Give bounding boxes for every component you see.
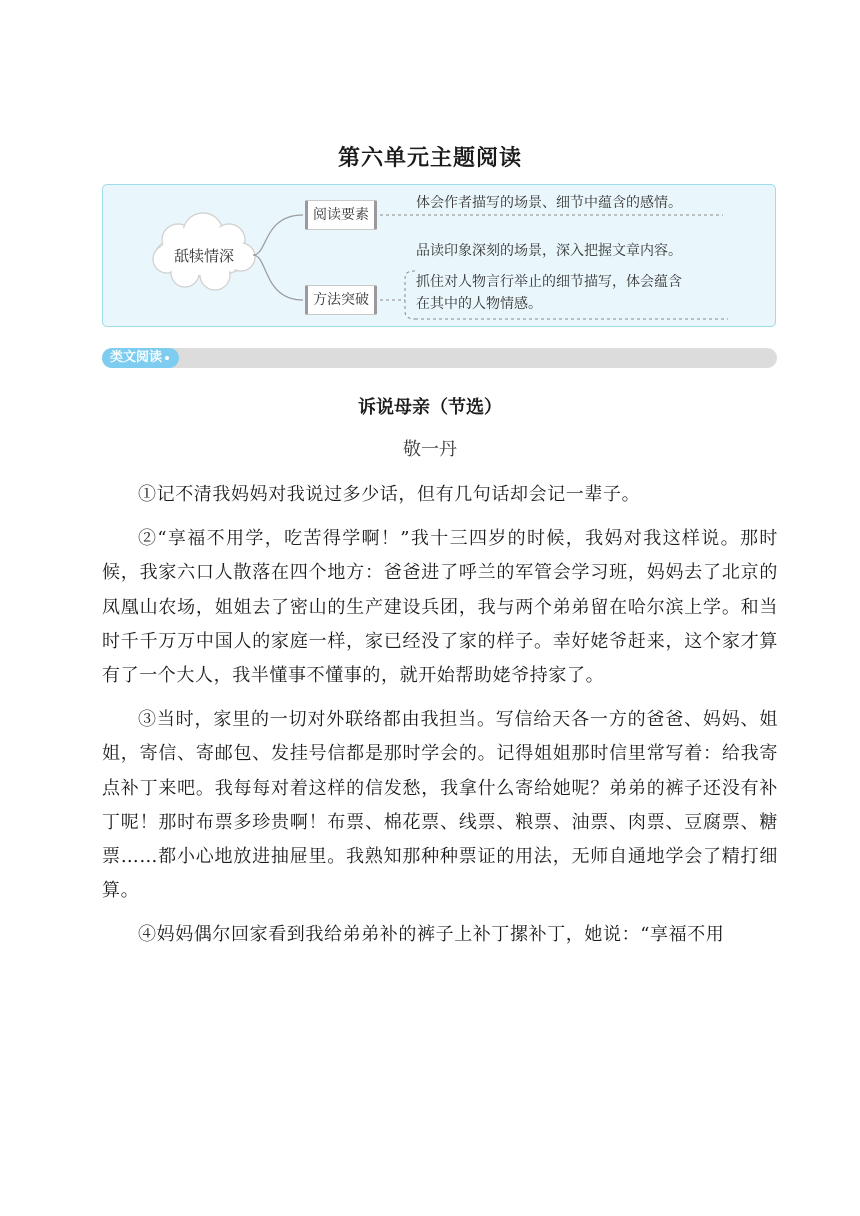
- paragraph: ②“享福不用学，吃苦得学啊！”我十三四岁的时候，我妈对我这样说。那时候，我家六口人散落在四个地方：爸爸进了呼兰的军管会学习班，妈妈去了北京的凤凰山农场，姐姐去了密山的生产建设兵团，我与两个弟弟留在哈尔滨上学。和当时千千万万中国人的家庭一样，家已经没了家的样子。幸好姥爷赶来，这个家才算有了一个大人，我半懂事不懂事的，就开始帮助姥爷持家了。: [102, 528, 778, 687]
- theme-box: [102, 184, 776, 327]
- section-label: 类文阅读: [110, 350, 163, 365]
- article-body: [102, 478, 778, 963]
- page-title: 第六单元主题阅读: [337, 146, 522, 171]
- article-title: 诉说母亲（节选）: [358, 397, 502, 418]
- section-bar: [102, 348, 777, 368]
- reading-element-text: 体会作者描写的场景、细节中蕴含的感情。: [416, 195, 682, 211]
- method-text-2-line2: 在其中的人物情感。: [416, 296, 542, 312]
- dot-icon: [165, 356, 169, 360]
- paragraph: ④妈妈偶尔回家看到我给弟弟补的裤子上补丁摞补丁，她说：“享福不用: [138, 924, 725, 946]
- paragraph: ③当时，家里的一切对外联络都由我担当。写信给天各一方的爸爸、妈妈、姐姐，寄信、寄邮包、发挂号信都是那时学会的。记得姐姐那时信里常写着：给我寄点补丁来吧。我每每对着这样的信发愁，我拿什么寄给她呢？弟弟的裤子还没有补丁呢！那时布票多珍贵啊！布票、棉花票、线票、粮票、油票、肉票、豆腐票、糖票……都小心地放进抽屉里。我熟知那种种票证的用法，无师自通地学会了精打细算。: [102, 709, 778, 902]
- method-text-1: 品读印象深刻的场景，深入把握文章内容。: [416, 243, 682, 259]
- reading-element-tag: 阅读要素: [305, 200, 377, 230]
- article-author: 敬一丹: [403, 439, 457, 460]
- method-tag: 方法突破: [305, 285, 377, 315]
- method-text-2-line1: 抓住对人物言行举止的细节描写，体会蕴含: [416, 274, 682, 290]
- section-tag: [102, 348, 179, 368]
- paragraph: ①记不清我妈妈对我说过多少话，但有几句话却会记一辈子。: [138, 484, 641, 505]
- cloud-label: 舐犊情深: [173, 247, 234, 265]
